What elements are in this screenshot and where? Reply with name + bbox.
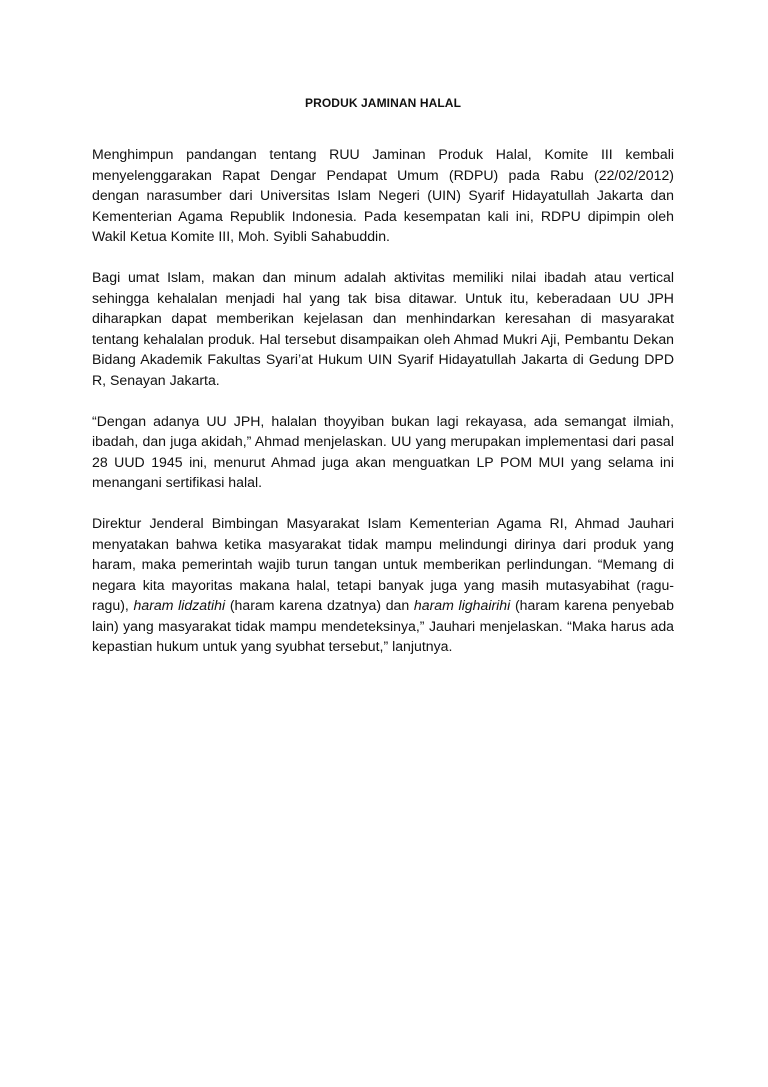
paragraph-4-text-3: (haram karena penyebab lain) yang masyarakat tidak mampu mendeteksinya,” Jauhari menjelaskan. “Maka harus ada kepastian hukum untuk yang syubhat tersebut,” lanjutnya. (92, 597, 674, 655)
paragraph-1: Menghimpun pandangan tentang RUU Jaminan Produk Halal, Komite III kembali menyelenggarakan Rapat Dengar Pendapat Umum (RDPU) pada Rabu (22/02/2012) dengan narasumber dari Universitas Islam Negeri (UIN) Syarif Hidayatullah Jakarta dan Kementerian Agama Republik Indonesia. Pada kesempatan kali ini, RDPU dipimpin oleh Wakil Ketua Komite III, Moh. Syibli Sahabuddin. (92, 146, 674, 245)
paragraph-3: “Dengan adanya UU JPH, halalan thoyyiban bukan lagi rekayasa, ada semangat ilmiah, ibadah, dan juga akidah,” Ahmad menjelaskan. UU yang merupakan implementasi dari pasal 28 UUD 1945 ini, menurut Ahmad juga akan menguatkan LP POM MUI yang selama ini menangani sertifikasi halal. (92, 412, 674, 491)
paragraph-2: Bagi umat Islam, makan dan minum adalah aktivitas memiliki nilai ibadah atau vertical sehingga kehalalan menjadi hal yang tak bisa ditawar. Untuk itu, keberadaan UU JPH diharapkan dapat memberikan kejelasan dan menhindarkan keresahan di masyarakat tentang kehalalan produk. Hal tersebut disampaikan oleh Ahmad Mukri Aji, Pembantu Dekan Bidang Akademik Fakultas Syari’at Hukum UIN Syarif Hidayatullah Jakarta di Gedung DPD R, Senayan Jakarta. (92, 268, 674, 388)
document-page (92, 92, 674, 677)
paragraph-4-italic-2: haram lighairihi (413, 597, 511, 614)
paragraph-4-italic-1: haram lidzatihi (133, 597, 226, 614)
document-title: PRODUK JAMINAN HALAL (305, 96, 461, 110)
paragraph-4-text-1: Direktur Jenderal Bimbingan Masyarakat Islam Kementerian Agama RI, Ahmad Jauhari menyatakan bahwa ketika masyarakat tidak mampu melindungi dirinya dari produk yang haram, maka pemerintah wajib turun tangan untuk memberikan perlindungan. “Memang di negara kita mayoritas makana halal, tetapi banyak juga yang masih mutasyabihat (ragu-ragu), (92, 514, 674, 614)
paragraph-4-text-2: (haram karena dzatnya) dan (225, 597, 414, 614)
paragraph-4 (92, 513, 674, 657)
